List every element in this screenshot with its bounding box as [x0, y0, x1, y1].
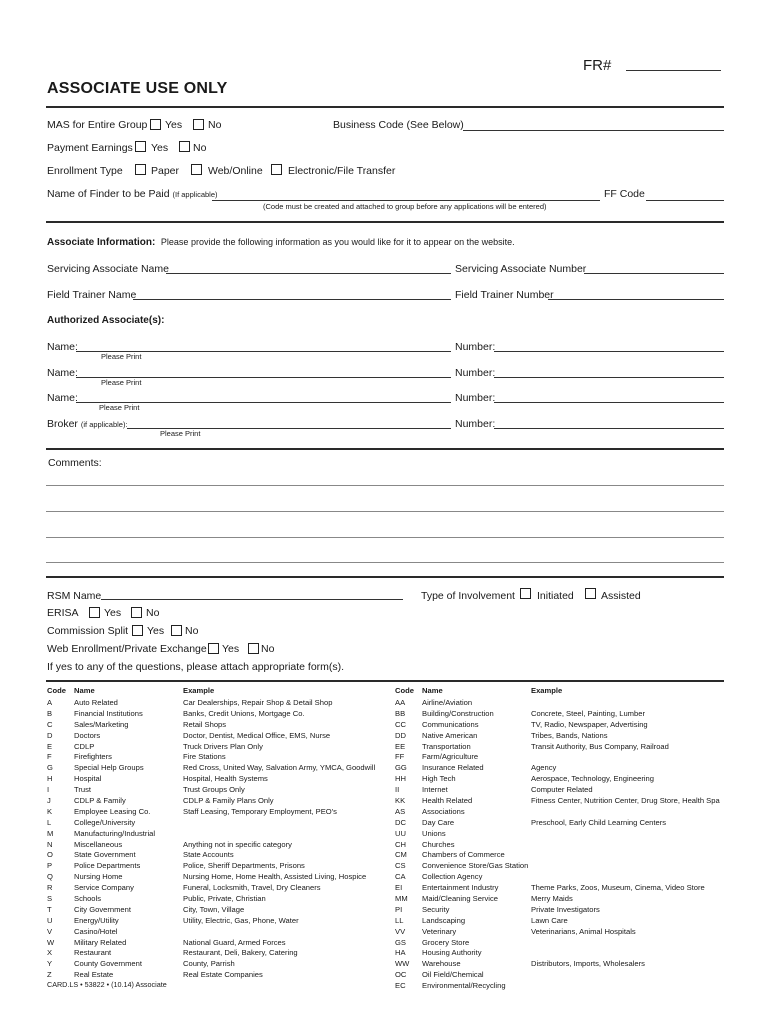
code-table-left-code-cell: M: [47, 828, 54, 838]
code-table-right-code-cell: KK: [395, 796, 406, 806]
code-table-left-example-cell: Doctor, Dentist, Medical Office, EMS, Nurse: [183, 730, 331, 740]
code-table-left-code-cell: I: [47, 785, 50, 795]
code-table-right-code-cell: FF: [395, 752, 405, 762]
code-table-left-name-cell: CDLP: [74, 741, 95, 751]
rsm-label: RSM Name: [47, 590, 102, 602]
servicing-name-label: Servicing Associate Name: [47, 263, 169, 275]
code-table-left-example-cell: National Guard, Armed Forces: [183, 937, 286, 947]
left-code-column: [47, 698, 54, 981]
code-table-right-name-cell: Entertainment Industry: [422, 883, 499, 893]
col-header-example-left: Example: [183, 686, 215, 695]
code-table-right-example-cell: Computer Related: [531, 785, 593, 795]
code-table-right-example-cell: [531, 948, 725, 959]
code-table-right-code-cell: BB: [395, 708, 406, 718]
auth-name-label-3: Name:: [47, 392, 78, 404]
web-enrollment-no-label: No: [261, 643, 275, 655]
code-table-right-code-cell: CA: [395, 872, 406, 882]
left-name-column: [74, 698, 155, 981]
code-table-left-name-cell: Restaurant: [74, 948, 112, 958]
col-header-code-right: Code: [395, 686, 414, 695]
code-table-left-code-cell: W: [47, 937, 55, 947]
code-table-left-name-cell: Doctors: [74, 730, 101, 740]
code-table-right-example-cell: Aerospace, Technology, Engineering: [531, 774, 654, 784]
code-table-right-code-cell: GG: [395, 763, 407, 773]
code-table-right-name-cell: Housing Authority: [422, 948, 482, 958]
commission-no-checkbox[interactable]: [171, 625, 182, 636]
code-table-right-code-cell: DD: [395, 730, 406, 740]
rsm-name-field[interactable]: [101, 599, 403, 600]
code-table-left-code-cell: C: [47, 719, 53, 729]
code-table-right-name-cell: Convenience Store/Gas Station: [422, 861, 529, 871]
trainer-name-field[interactable]: [133, 299, 451, 300]
code-table-left-code-cell: B: [47, 708, 53, 718]
col-header-example-right: Example: [531, 686, 563, 695]
section-divider-3: [46, 576, 724, 578]
finder-name-field[interactable]: [212, 200, 600, 201]
code-table-right-example-cell: [531, 752, 725, 763]
code-table-right-code-cell: PI: [395, 904, 403, 914]
code-table-left-name-cell: City Government: [74, 904, 131, 914]
code-table-left-code-cell: G: [47, 763, 53, 773]
erisa-yes-label: Yes: [104, 607, 122, 619]
auth-number-label-1: Number:: [455, 341, 496, 353]
code-table-right-name-cell: High Tech: [422, 774, 456, 784]
code-table-right-example-cell: TV, Radio, Newspaper, Advertising: [531, 719, 648, 729]
code-table-left-code-cell: D: [47, 730, 53, 740]
code-table-right-example-cell: [531, 698, 725, 709]
code-table-left-name-cell: Casino/Hotel: [74, 926, 118, 936]
ff-code-field[interactable]: [646, 200, 724, 201]
code-table-right-code-cell: CS: [395, 861, 406, 871]
code-table-left-code-cell: X: [47, 948, 53, 958]
attach-note: If yes to any of the questions, please attach appropriate form(s).: [47, 661, 345, 673]
ff-code-label: FF Code: [604, 188, 645, 200]
code-table-right-code-cell: EE: [395, 741, 406, 751]
code-table-left-name-cell: Sales/Marketing: [74, 719, 129, 729]
mas-no-label: No: [208, 119, 222, 131]
enrollment-paper-checkbox[interactable]: [135, 164, 146, 175]
section-divider-2: [46, 448, 724, 450]
web-enrollment-label: Web Enrollment/Private Exchange: [47, 643, 207, 655]
code-table-right-example-cell: [531, 872, 725, 883]
right-code-column: [395, 698, 409, 992]
code-table-left-name-cell: Firefighters: [74, 752, 112, 762]
code-table-left-example-cell: Hospital, Health Systems: [183, 774, 268, 784]
code-table-right-code-cell: OC: [395, 970, 407, 980]
code-table-left-example-cell: Public, Private, Christian: [183, 894, 266, 904]
code-table-left-example-cell: Banks, Credit Unions, Mortgage Co.: [183, 708, 305, 718]
code-table-right-example-cell: [531, 850, 725, 861]
enrollment-electronic-checkbox[interactable]: [271, 164, 282, 175]
code-table-right-name-cell: Churches: [422, 839, 455, 849]
section-divider-4: [46, 680, 724, 682]
code-table-left-name-cell: Financial Institutions: [74, 708, 143, 718]
code-table-left-example-cell: [183, 927, 375, 938]
left-example-column: [183, 698, 375, 981]
code-table-left-name-cell: Auto Related: [74, 698, 118, 707]
code-table-left-example-cell: County, Parrish: [183, 959, 235, 969]
enrollment-electronic-label: Electronic/File Transfer: [288, 165, 396, 177]
mas-label: MAS for Entire Group: [47, 119, 148, 131]
servicing-number-field[interactable]: [584, 273, 724, 274]
col-header-name-left: Name: [74, 686, 95, 695]
code-table-right-name-cell: Day Care: [422, 817, 455, 827]
code-table-left-example-cell: Trust Groups Only: [183, 785, 245, 795]
servicing-number-label: Servicing Associate Number: [455, 263, 587, 275]
code-table-right-example-cell: [531, 970, 725, 981]
code-table-left-name-cell: Miscellaneous: [74, 839, 123, 849]
code-table-left-name-cell: Service Company: [74, 883, 134, 893]
broker-number-label: Number:: [455, 418, 496, 430]
col-header-name-right: Name: [422, 686, 443, 695]
mas-no-checkbox[interactable]: [193, 119, 204, 130]
code-table-left-name-cell: Energy/Utility: [74, 915, 119, 925]
footer-form-id: CARD.LS • 53822 • (10.14) Associate: [47, 980, 167, 989]
code-table-left-code-cell: S: [47, 894, 53, 904]
payment-label: Payment Earnings: [47, 142, 133, 154]
code-table-left-example-cell: CDLP & Family Plans Only: [183, 796, 274, 806]
comment-line-4[interactable]: [46, 562, 724, 563]
code-table-left-code-cell: N: [47, 839, 53, 849]
auth-number-field-2[interactable]: [494, 377, 724, 378]
code-table-right-example-cell: [531, 981, 725, 992]
commission-no-label: No: [185, 625, 199, 637]
code-table-left-code-cell: E: [47, 741, 53, 751]
code-table-left-code-cell: U: [47, 915, 53, 925]
title-divider: [46, 106, 724, 108]
code-table-left-name-cell: Police Departments: [74, 861, 141, 871]
code-table-right-code-cell: MM: [395, 894, 408, 904]
mas-yes-checkbox[interactable]: [150, 119, 161, 130]
code-table-left-example-cell: [183, 818, 375, 829]
code-table-right-name-cell: Transportation: [422, 741, 471, 751]
associate-heading-row: Associate Information: Please provide the following information as you would like for it to appear on the website.: [47, 237, 515, 248]
code-table-left-code-cell: K: [47, 806, 53, 816]
code-table-left-name-cell: Military Related: [74, 937, 127, 947]
code-table-left-code-cell: O: [47, 850, 53, 860]
code-table-right-name-cell: Chambers of Commerce: [422, 850, 505, 860]
code-table-right-name-cell: Grocery Store: [422, 937, 470, 947]
code-table-left-code-cell: L: [47, 817, 52, 827]
code-table-left-name-cell: Nursing Home: [74, 872, 123, 882]
code-table-left-name-cell: Hospital: [74, 774, 102, 784]
code-table-left-example-cell: Real Estate Companies: [183, 970, 263, 980]
code-table-left-name-cell: Manufacturing/Industrial: [74, 828, 156, 838]
code-table-left-code-cell: Q: [47, 872, 53, 882]
please-print-3: Please Print: [99, 403, 140, 412]
code-table-right-example-cell: Preschool, Early Child Learning Centers: [531, 817, 667, 827]
trainer-name-label: Field Trainer Name: [47, 289, 137, 301]
code-table-left-code-cell: F: [47, 752, 52, 762]
servicing-name-field[interactable]: [166, 273, 451, 274]
code-table-left-example-cell: Utility, Electric, Gas, Phone, Water: [183, 915, 299, 925]
code-table-left-name-cell: Trust: [74, 785, 92, 795]
code-table-right-example-cell: Lawn Care: [531, 915, 568, 925]
auth-number-field-1[interactable]: [494, 351, 724, 352]
code-table-right-code-cell: HA: [395, 948, 406, 958]
auth-name-label-1: Name:: [47, 341, 78, 353]
fr-label: FR#: [583, 57, 612, 74]
right-name-column: [422, 698, 528, 992]
auth-number-label-3: Number:: [455, 392, 496, 404]
comment-line-2[interactable]: [46, 511, 724, 512]
code-table-right-name-cell: Security: [422, 904, 450, 914]
finder-note: (Code must be created and attached to group before any applications will be entered): [263, 202, 547, 211]
code-table-right-name-cell: Farm/Agriculture: [422, 752, 479, 762]
code-table-right-code-cell: VV: [395, 926, 406, 936]
erisa-yes-checkbox[interactable]: [89, 607, 100, 618]
code-table-left-code-cell: V: [47, 926, 53, 936]
code-table-left-name-cell: CDLP & Family: [74, 796, 126, 806]
code-table-right-code-cell: LL: [395, 915, 404, 925]
code-table-left-name-cell: Special Help Groups: [74, 763, 144, 773]
col-header-code-left: Code: [47, 686, 66, 695]
auth-number-label-2: Number:: [455, 367, 496, 379]
code-table-left-code-cell: Z: [47, 970, 52, 980]
code-table-left-example-cell: State Accounts: [183, 850, 234, 860]
commission-yes-label: Yes: [147, 625, 165, 637]
code-table-right-example-cell: Merry Maids: [531, 894, 573, 904]
code-table-right-example-cell: Theme Parks, Zoos, Museum, Cinema, Video Store: [531, 883, 705, 893]
code-table-right-example-cell: Veterinarians, Animal Hospitals: [531, 926, 636, 936]
commission-yes-checkbox[interactable]: [132, 625, 143, 636]
code-table-left-example-cell: Red Cross, United Way, Salvation Army, YMCA, Goodwill: [183, 763, 376, 773]
code-table-left-example-cell: Anything not in specific category: [183, 839, 292, 849]
payment-yes-label: Yes: [151, 142, 169, 154]
code-table-left-name-cell: State Government: [74, 850, 136, 860]
auth-name-label-2: Name:: [47, 367, 78, 379]
assisted-label: Assisted: [601, 590, 641, 602]
trainer-number-label: Field Trainer Number: [455, 289, 554, 301]
code-table-right-name-cell: Maid/Cleaning Service: [422, 894, 498, 904]
code-table-right-example-cell: Tribes, Bands, Nations: [531, 730, 608, 740]
payment-no-label: No: [193, 142, 207, 154]
mas-yes-label: Yes: [165, 119, 183, 131]
code-table-right-name-cell: Oil Field/Chemical: [422, 970, 484, 980]
code-table-right-code-cell: WW: [395, 959, 410, 969]
code-table-right-name-cell: Landscaping: [422, 915, 466, 925]
code-table-left-code-cell: H: [47, 774, 53, 784]
trainer-number-field[interactable]: [548, 299, 724, 300]
code-table-right-example-cell: [531, 938, 725, 949]
code-table-left-example-cell: Retail Shops: [183, 719, 227, 729]
code-table-right-example-cell: [531, 840, 725, 851]
web-enrollment-yes-checkbox[interactable]: [208, 643, 219, 654]
code-table-left-code-cell: R: [47, 883, 53, 893]
web-enrollment-yes-label: Yes: [222, 643, 240, 655]
code-table-right-example-cell: Private Investigators: [531, 904, 600, 914]
please-print-2: Please Print: [101, 378, 142, 387]
code-table-right-name-cell: Insurance Related: [422, 763, 484, 773]
code-table-right-code-cell: UU: [395, 828, 406, 838]
code-table-right-name-cell: Building/Construction: [422, 708, 494, 718]
fr-number-field[interactable]: [626, 70, 721, 71]
comment-line-3[interactable]: [46, 537, 724, 538]
business-code-label: Business Code (See Below): [333, 119, 464, 131]
code-table-left-code-cell: P: [47, 861, 53, 871]
code-table-left-example-cell: Police, Sheriff Departments, Prisons: [183, 861, 305, 871]
code-table-right-name-cell: Native American: [422, 730, 478, 740]
code-table-right-name-cell: Veterinary: [422, 926, 457, 936]
code-table-right-name-cell: Unions: [422, 828, 446, 838]
code-table-right-example-cell: Transit Authority, Bus Company, Railroad: [531, 741, 669, 751]
code-table-right-example-cell: Agency: [531, 763, 557, 773]
initiated-label: Initiated: [537, 590, 574, 602]
page-title: ASSOCIATE USE ONLY: [47, 80, 228, 97]
enrollment-web-label: Web/Online: [208, 165, 263, 177]
erisa-no-checkbox[interactable]: [131, 607, 142, 618]
enrollment-web-checkbox[interactable]: [191, 164, 202, 175]
code-table-left-name-cell: Schools: [74, 894, 102, 904]
code-table-left-example-cell: Car Dealerships, Repair Shop & Detail Shop: [183, 698, 333, 707]
code-table-right-name-cell: Internet: [422, 785, 448, 795]
code-table-right-code-cell: EC: [395, 981, 406, 991]
code-table-right-code-cell: AA: [395, 698, 406, 707]
code-table-left-name-cell: Real Estate: [74, 970, 114, 980]
code-table-right-code-cell: HH: [395, 774, 406, 784]
erisa-label: ERISA: [47, 607, 79, 619]
code-table-right-name-cell: Communications: [422, 719, 479, 729]
code-table-left-code-cell: A: [47, 698, 53, 707]
finder-label: Name of Finder to be Paid (If applicable): [47, 188, 218, 200]
code-table-left-example-cell: Restaurant, Deli, Bakery, Catering: [183, 948, 298, 958]
code-table-right-name-cell: Associations: [422, 806, 465, 816]
comments-label: Comments:: [48, 457, 102, 469]
code-table-left-example-cell: [183, 829, 375, 840]
broker-label: Broker (if applicable):: [47, 418, 128, 430]
code-table-right-name-cell: Collection Agency: [422, 872, 483, 882]
payment-yes-checkbox[interactable]: [135, 141, 146, 152]
web-enrollment-no-checkbox[interactable]: [248, 643, 259, 654]
code-table-left-code-cell: J: [47, 796, 51, 806]
initiated-checkbox[interactable]: [520, 588, 531, 599]
please-print-1: Please Print: [101, 352, 142, 361]
code-table-right-code-cell: GS: [395, 937, 406, 947]
code-table-right-code-cell: DC: [395, 817, 406, 827]
code-table-right-name-cell: Health Related: [422, 796, 473, 806]
code-table-right-code-cell: CH: [395, 839, 406, 849]
code-table-left-example-cell: Funeral, Locksmith, Travel, Dry Cleaners: [183, 883, 321, 893]
erisa-no-label: No: [146, 607, 160, 619]
code-table-right-name-cell: Environmental/Recycling: [422, 981, 506, 991]
auth-number-field-3[interactable]: [494, 402, 724, 403]
commission-label: Commission Split: [47, 625, 129, 637]
code-table-right-example-cell: [531, 829, 725, 840]
code-table-right-code-cell: II: [395, 785, 400, 795]
code-table-right-code-cell: CC: [395, 719, 406, 729]
code-table-right-example-cell: Distributors, Imports, Wholesalers: [531, 959, 645, 969]
code-table-left-example-cell: Staff Leasing, Temporary Employment, PEO's: [183, 806, 337, 816]
code-table-left-example-cell: Truck Drivers Plan Only: [183, 741, 263, 751]
code-table-right-name-cell: Airline/Aviation: [422, 698, 473, 707]
involvement-label: Type of Involvement: [421, 590, 515, 602]
code-table-right-example-cell: Concrete, Steel, Painting, Lumber: [531, 708, 645, 718]
payment-no-checkbox[interactable]: [179, 141, 190, 152]
code-table-right-code-cell: AS: [395, 806, 406, 816]
code-table-right-code-cell: EI: [395, 883, 403, 893]
broker-number-field[interactable]: [494, 428, 724, 429]
enrollment-paper-label: Paper: [151, 165, 180, 177]
code-table-right-example-cell: [531, 807, 725, 818]
authorized-heading: Authorized Associate(s):: [47, 315, 165, 326]
assisted-checkbox[interactable]: [585, 588, 596, 599]
code-table-right-name-cell: Warehouse: [422, 959, 461, 969]
code-table-left-example-cell: Nursing Home, Home Health, Assisted Living, Hospice: [183, 872, 367, 882]
code-table-left-example-cell: City, Town, Village: [183, 904, 245, 914]
code-table-left-name-cell: County Government: [74, 959, 142, 969]
code-table-left-name-cell: Employee Leasing Co.: [74, 806, 151, 816]
code-table-right-example-cell: [531, 861, 725, 872]
please-print-4: Please Print: [160, 429, 201, 438]
code-table-left-name-cell: College/University: [74, 817, 136, 827]
code-table-right-example-cell: Fitness Center, Nutrition Center, Drug Store, Health Spa: [531, 796, 720, 806]
code-table-left-code-cell: T: [47, 904, 52, 914]
comment-line-1[interactable]: [46, 485, 724, 486]
code-table-left-code-cell: Y: [47, 959, 53, 969]
code-table-right-code-cell: CM: [395, 850, 407, 860]
section-divider-1: [46, 221, 724, 223]
enrollment-label: Enrollment Type: [47, 165, 123, 177]
business-code-field[interactable]: [463, 130, 724, 131]
right-example-column: [531, 698, 725, 992]
code-table-left-example-cell: Fire Stations: [183, 752, 226, 762]
